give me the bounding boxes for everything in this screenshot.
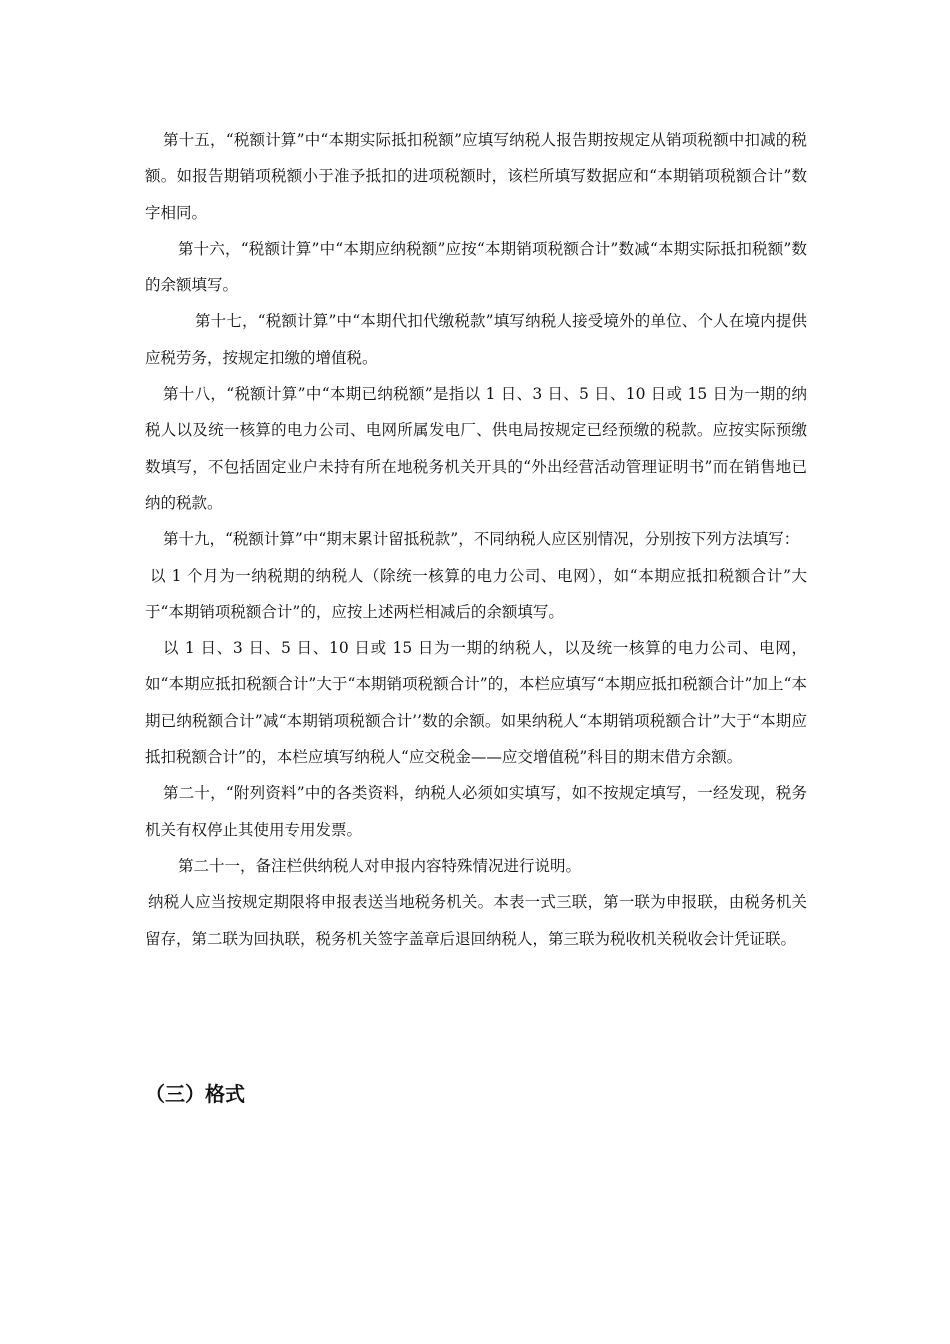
- paragraph-19: 第十九，“税额计算”中“期末累计留抵税款”，不同纳税人应区别情况，分别按下列方法填写：: [163, 530, 800, 549]
- body-text: [145, 122, 807, 957]
- section-heading: （三）格式: [145, 1082, 245, 1106]
- paragraph-19-case-1: 以 1 个月为一纳税期的纳税人（除统一核算的电力公司、电网），如“本期应抵扣税额合计”大于“本期销项税额合计”的，应按上述两栏相减后的余额填写。: [145, 566, 807, 621]
- paragraph-19-case-2: 以 1 日、3 日、5 日、10 日或 15 日为一期的纳税人，以及统一核算的电力公司、电网，如“本期应抵扣税额合计”大于“本期销项税额合计”的，本栏应填写“本期应抵扣税额合计”加上“本期已纳税额合计”减“本期销项税额合计’’数的余额。如果纳税人“本期销项税额合计”大于“本期应抵扣税额合计”的，本栏应填写纳税人“应交税金——应交增值税”科目的期末借方余额。: [145, 639, 807, 767]
- paragraph-18: 第十八，“税额计算”中“本期已纳税额”是指以 1 日、3 日、5 日、10 日或 15 日为一期的纳税人以及统一核算的电力公司、电网所属发电厂、供电局按规定已经预缴的税款。应按实际预缴数填写，不包括固定业户未持有所在地税务机关开具的“外出经营活动管理证明书”而在销售地已纳的税款。: [145, 385, 808, 512]
- paragraph-15: 第十五，“税额计算”中“本期实际抵扣税额”应填写纳税人报告期按规定从销项税额中扣减的税额。如报告期销项税额小于准予抵扣的进项税额时，该栏所填写数据应和“本期销项税额合计”数字相同。: [145, 131, 807, 222]
- paragraph-21: 第二十一，备注栏供纳税人对申报内容特殊情况进行说明。: [178, 856, 582, 875]
- paragraph-20: 第二十，“附列资料”中的各类资料，纳税人必须如实填写，如不按规定填写，一经发现，税务机关有权停止其使用专用发票。: [145, 784, 807, 839]
- paragraph-submission: 纳税人应当按规定期限将申报表送当地税务机关。本表一式三联，第一联为申报联，由税务机关留存，第二联为回执联，税务机关签字盖章后退回纳税人，第三联为税收机关税收会计凭证联。: [145, 893, 807, 948]
- paragraph-16: 第十六，“税额计算”中“本期应纳税额”应按“本期销项税额合计”数减“本期实际抵扣税额”数的余额填写。: [145, 239, 807, 295]
- paragraph-17: 第十七，“税额计算”中“本期代扣代缴税款”填写纳税人接受境外的单位、个人在境内提供应税劳务，按规定扣缴的增值税。: [145, 312, 807, 367]
